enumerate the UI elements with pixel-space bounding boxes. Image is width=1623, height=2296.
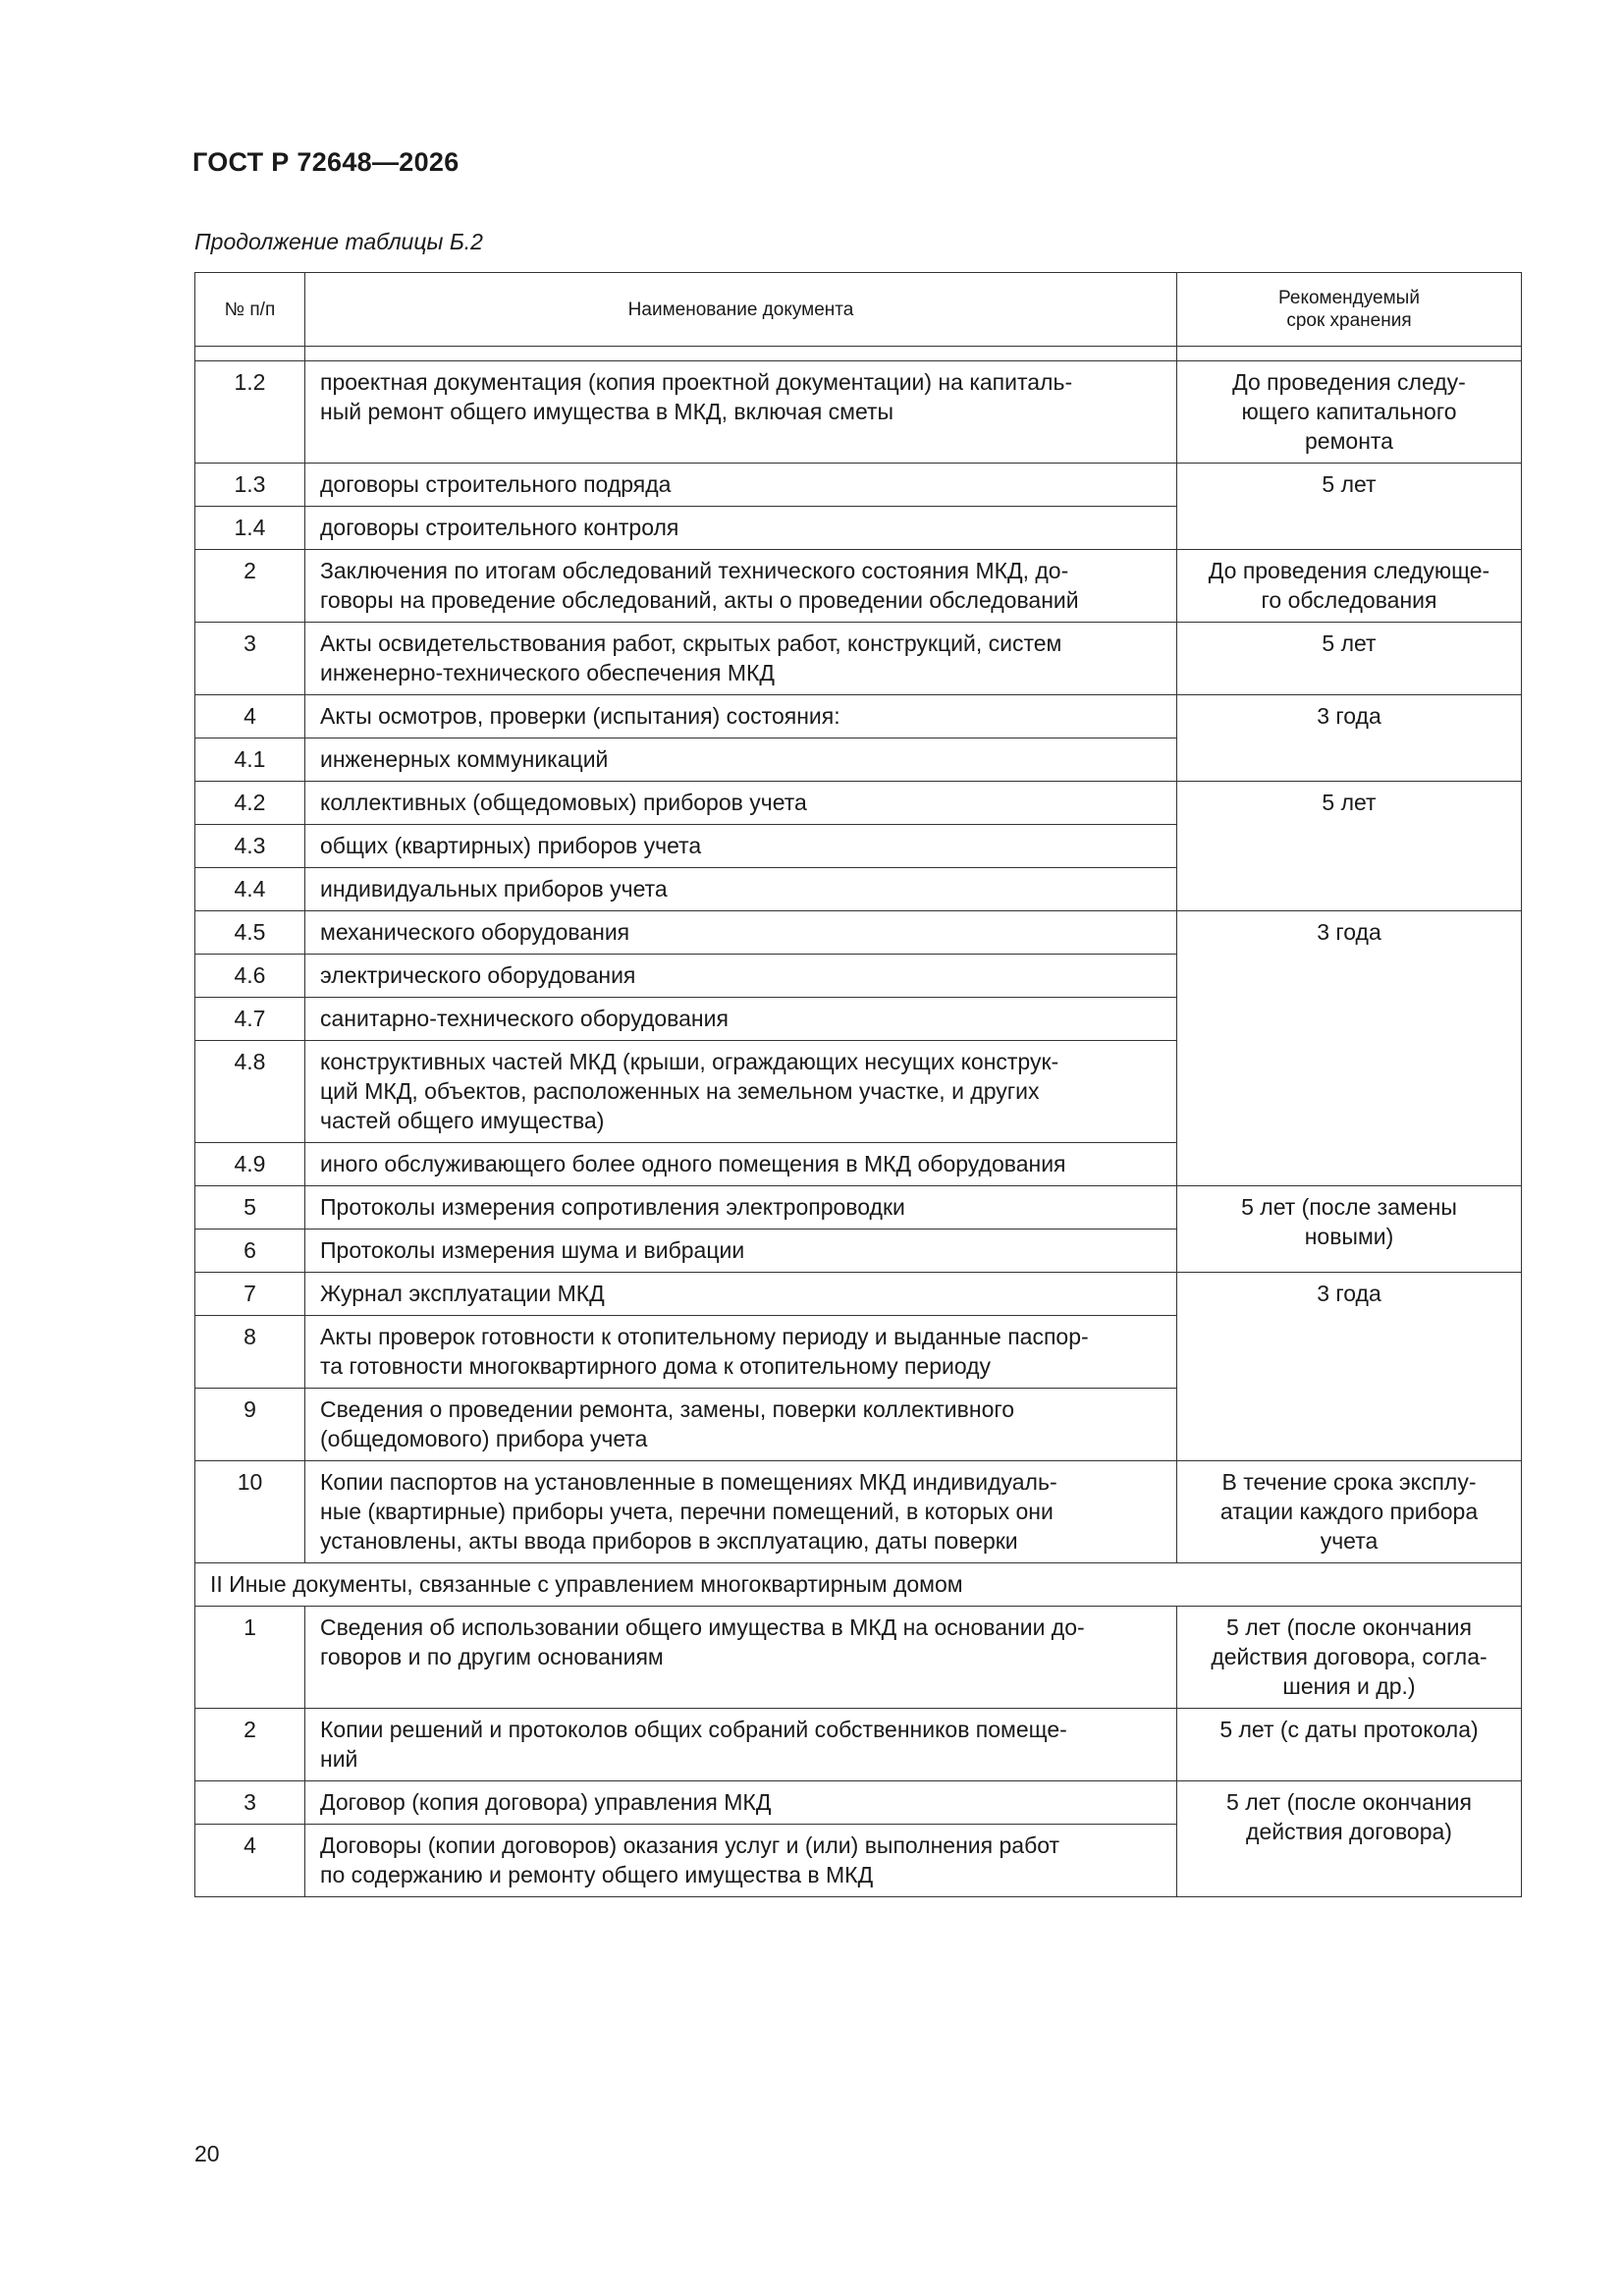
row-number: 10 (195, 1461, 305, 1563)
row-document-name: общих (квартирных) приборов учета (305, 825, 1177, 868)
row-document-name: коллективных (общедомовых) приборов учета (305, 782, 1177, 825)
table-row (195, 1709, 1522, 1781)
row-document-name: Сведения о проведении ремонта, замены, поверки коллективного (общедомового) прибора учета (305, 1389, 1177, 1461)
row-document-name: инженерных коммуникаций (305, 738, 1177, 782)
row-document-name: Копии решений и протоколов общих собраний собственников помеще- ний (305, 1709, 1177, 1781)
row-number: 9 (195, 1389, 305, 1461)
row-document-name: Копии паспортов на установленные в помещениях МКД индивидуаль- ные (квартирные) приборы учета, перечни помещений, в которых они установлены, акты ввода приборов в эксплуатацию, даты поверки (305, 1461, 1177, 1563)
table-row (195, 1186, 1522, 1230)
row-retention-term: 5 лет (после замены новыми) (1177, 1186, 1522, 1273)
row-number: 4.8 (195, 1041, 305, 1143)
row-retention-term: До проведения следующе- го обследования (1177, 550, 1522, 623)
row-number: 6 (195, 1230, 305, 1273)
table-row (195, 550, 1522, 623)
table-caption: Продолжение таблицы Б.2 (194, 229, 483, 254)
row-document-name: проектная документация (копия проектной документации) на капиталь- ный ремонт общего имущества в МКД, включая сметы (305, 361, 1177, 464)
row-number: 1 (195, 1607, 305, 1709)
table-row (195, 1273, 1522, 1316)
row-number: 4 (195, 695, 305, 738)
row-document-name: Договоры (копии договоров) оказания услуг и (или) выполнения работ по содержанию и ремонту общего имущества в МКД (305, 1825, 1177, 1897)
table-row (195, 695, 1522, 738)
row-number: 2 (195, 1709, 305, 1781)
row-number: 4.5 (195, 911, 305, 955)
row-document-name: иного обслуживающего более одного помещения в МКД оборудования (305, 1143, 1177, 1186)
row-document-name: договоры строительного контроля (305, 507, 1177, 550)
table-header-row (195, 273, 1522, 347)
table-row (195, 1461, 1522, 1563)
row-number: 1.4 (195, 507, 305, 550)
documents-retention-table (194, 272, 1522, 1897)
row-retention-term: 5 лет (1177, 782, 1522, 911)
row-number: 3 (195, 1781, 305, 1825)
row-number: 4.6 (195, 955, 305, 998)
row-document-name: конструктивных частей МКД (крыши, ограждающих несущих конструк- ций МКД, объектов, расположенных на земельном участке, и других частей общего имущества) (305, 1041, 1177, 1143)
row-document-name: Договор (копия договора) управления МКД (305, 1781, 1177, 1825)
row-number: 4.4 (195, 868, 305, 911)
row-number: 4 (195, 1825, 305, 1897)
row-document-name: Заключения по итогам обследований технического состояния МКД, до- говоры на проведение обследований, акты о проведении обследований (305, 550, 1177, 623)
row-document-name: Сведения об использовании общего имущества в МКД на основании до- говоров и по другим основаниям (305, 1607, 1177, 1709)
row-number: 4.3 (195, 825, 305, 868)
table-row (195, 623, 1522, 695)
row-document-name: электрического оборудования (305, 955, 1177, 998)
row-retention-term: 5 лет (после окончания действия договора) (1177, 1781, 1522, 1897)
row-number: 8 (195, 1316, 305, 1389)
row-number: 2 (195, 550, 305, 623)
header-number: № п/п (195, 273, 305, 347)
table-row (195, 361, 1522, 464)
table-row (195, 911, 1522, 955)
page-number: 20 (194, 2141, 220, 2166)
row-number: 7 (195, 1273, 305, 1316)
row-number: 4.1 (195, 738, 305, 782)
section-row (195, 1563, 1522, 1607)
row-number: 3 (195, 623, 305, 695)
row-number: 1.2 (195, 361, 305, 464)
row-retention-term: 5 лет (1177, 623, 1522, 695)
table-row (195, 1781, 1522, 1825)
row-retention-term: 5 лет (с даты протокола) (1177, 1709, 1522, 1781)
row-number: 4.2 (195, 782, 305, 825)
row-number: 1.3 (195, 464, 305, 507)
table-row (195, 782, 1522, 825)
row-retention-term: 3 года (1177, 911, 1522, 1186)
row-document-name: Акты освидетельствования работ, скрытых работ, конструкций, систем инженерно-технического обеспечения МКД (305, 623, 1177, 695)
row-retention-term: 3 года (1177, 1273, 1522, 1461)
table-row (195, 464, 1522, 507)
table-row (195, 1607, 1522, 1709)
section-title: II Иные документы, связанные с управлением многоквартирным домом (195, 1563, 1522, 1607)
row-document-name: Акты проверок готовности к отопительному периоду и выданные паспор- та готовности многоквартирного дома к отопительному периоду (305, 1316, 1177, 1389)
row-document-name: механического оборудования (305, 911, 1177, 955)
row-number: 4.9 (195, 1143, 305, 1186)
row-retention-term: До проведения следу- ющего капитального ремонта (1177, 361, 1522, 464)
header-retention-term: Рекомендуемый срок хранения (1177, 273, 1522, 347)
row-retention-term: 3 года (1177, 695, 1522, 782)
header-document-name: Наименование документа (305, 273, 1177, 347)
row-number: 5 (195, 1186, 305, 1230)
row-number: 4.7 (195, 998, 305, 1041)
row-document-name: Протоколы измерения сопротивления электропроводки (305, 1186, 1177, 1230)
row-retention-term: 5 лет (после окончания действия договора, согла- шения и др.) (1177, 1607, 1522, 1709)
row-document-name: договоры строительного подряда (305, 464, 1177, 507)
row-retention-term: В течение срока эксплу- атации каждого прибора учета (1177, 1461, 1522, 1563)
row-retention-term: 5 лет (1177, 464, 1522, 550)
row-document-name: санитарно-технического оборудования (305, 998, 1177, 1041)
document-code: ГОСТ Р 72648—2026 (192, 147, 460, 177)
row-document-name: Протоколы измерения шума и вибрации (305, 1230, 1177, 1273)
row-document-name: Журнал эксплуатации МКД (305, 1273, 1177, 1316)
row-document-name: индивидуальных приборов учета (305, 868, 1177, 911)
row-document-name: Акты осмотров, проверки (испытания) состояния: (305, 695, 1177, 738)
